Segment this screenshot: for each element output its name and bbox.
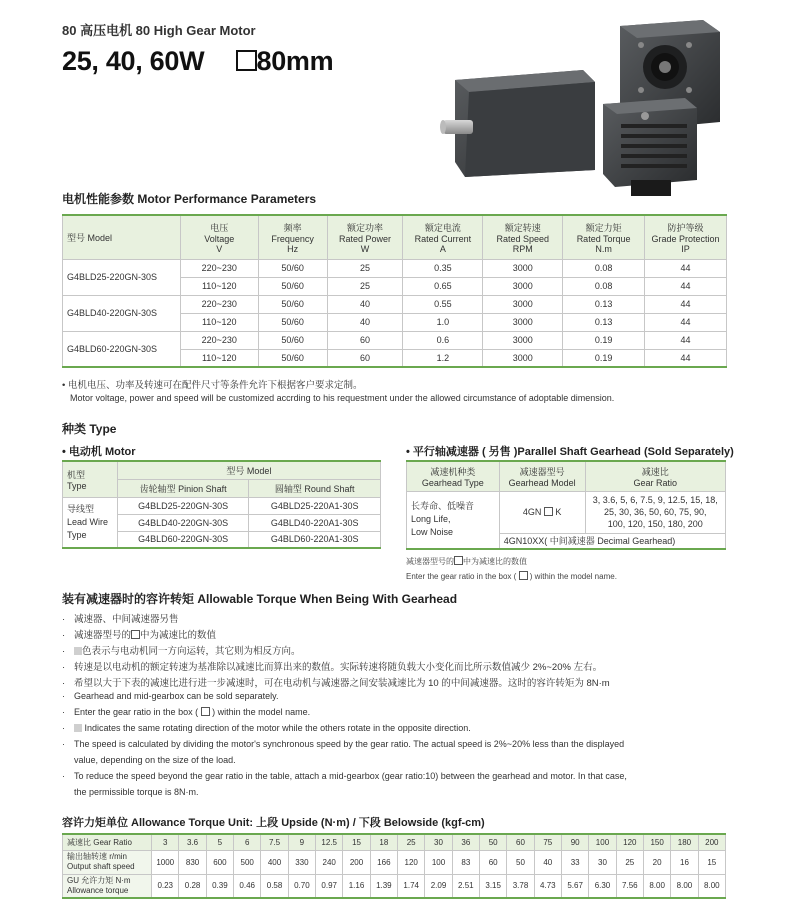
motor-type-en: Type bbox=[67, 480, 87, 491]
value-cell: 0.65 bbox=[403, 277, 483, 295]
performance-table bbox=[62, 214, 727, 368]
gear-note-cn-post: 中为减速比的数值 bbox=[463, 557, 527, 566]
gray-square-icon bbox=[74, 724, 82, 732]
torque-cell: 2.09 bbox=[425, 874, 452, 898]
speed-cell: 25 bbox=[616, 850, 643, 874]
torque-cell: 4.73 bbox=[534, 874, 561, 898]
page-subtitle: 80 高压电机 80 High Gear Motor bbox=[62, 23, 256, 38]
col-protection-unit: IP bbox=[681, 243, 690, 254]
speed-cell: 40 bbox=[534, 850, 561, 874]
torque-cell: 1.74 bbox=[398, 874, 425, 898]
pinion-shaft-header: 齿轮轴型 Pinion Shaft bbox=[117, 479, 249, 497]
value-cell: 0.55 bbox=[403, 295, 483, 313]
gear-motor-photo bbox=[435, 12, 735, 202]
gear-note-en-pre: Enter the gear ratio in the box ( bbox=[406, 572, 517, 581]
torque-bullet: · Gearhead and mid-gearbox can be sold separately. bbox=[62, 691, 279, 701]
motor-type-cn: 机型 bbox=[67, 469, 86, 480]
speed-cell: 100 bbox=[425, 850, 452, 874]
col-voltage bbox=[180, 215, 258, 259]
col-current-en: Rated Current bbox=[414, 233, 472, 244]
value-cell: 1.0 bbox=[403, 313, 483, 331]
ratio-cell: 36 bbox=[452, 834, 479, 850]
bullet-text: 色表示与电动机同一方向运转，其它则为相反方向。 bbox=[82, 646, 301, 657]
bullet-text: Indicates the same rotating direction of the motor while the others rotate in the opposite direction. bbox=[84, 723, 471, 733]
value-cell: 0.13 bbox=[563, 313, 645, 331]
round-model: G4BLD60-220A1-30S bbox=[249, 531, 381, 548]
ratio-cell: 6 bbox=[234, 834, 261, 850]
torque-cell: 0.23 bbox=[152, 874, 179, 898]
bullet-text: 减速器、中间减速器另售 bbox=[74, 614, 179, 625]
speed-cell: 330 bbox=[288, 850, 315, 874]
torque-table-heading: 容许力矩单位 Allowance Torque Unit: 上段 Upside (N·m) / 下段 Belowside (kgf-cm) bbox=[62, 817, 485, 829]
ratio-cell: 100 bbox=[589, 834, 616, 850]
col-power bbox=[327, 215, 403, 259]
value-cell: 3000 bbox=[483, 277, 563, 295]
box-placeholder-icon bbox=[454, 556, 463, 565]
gear-ratio-row bbox=[63, 834, 726, 850]
col-speed-cn: 额定转速 bbox=[504, 222, 541, 233]
gh-model-pre: 4GN bbox=[522, 507, 542, 517]
gearhead-heading: • 平行轴减速器 ( 另售 )Parallel Shaft Gearhead (Sold Separately) bbox=[406, 446, 734, 458]
col-protection-en: Grade Protection bbox=[651, 233, 720, 244]
value-cell: 50/60 bbox=[258, 295, 327, 313]
ratio-cell: 3.6 bbox=[179, 834, 206, 850]
ratio-cell: 75 bbox=[534, 834, 561, 850]
gear-note-en bbox=[406, 571, 617, 581]
torque-cell: 1.16 bbox=[343, 874, 370, 898]
performance-note-en: Motor voltage, power and speed will be customized accrding to his requestment under the allowed circumstance of adoptable dimension. bbox=[70, 393, 615, 403]
performance-header-row bbox=[63, 215, 727, 259]
ratio-line-1: 3, 3.6, 5, 6, 7.5, 9, 12.5, 15, 18, bbox=[592, 495, 718, 505]
torque-cell: 3.78 bbox=[507, 874, 534, 898]
torque-cell: 8.00 bbox=[643, 874, 670, 898]
col-current-cn: 额定电流 bbox=[424, 222, 461, 233]
gh-model-en: Gearhead Model bbox=[508, 477, 576, 488]
motor-type-table bbox=[62, 460, 381, 549]
value-cell: 50/60 bbox=[258, 349, 327, 367]
value-cell: 110~120 bbox=[180, 349, 258, 367]
col-speed-unit: RPM bbox=[512, 243, 533, 254]
value-cell: 3000 bbox=[483, 313, 563, 331]
col-speed bbox=[483, 215, 563, 259]
ratio-cell: 30 bbox=[425, 834, 452, 850]
col-current bbox=[403, 215, 483, 259]
ratio-cell: 150 bbox=[643, 834, 670, 850]
ratio-cell: 3 bbox=[152, 834, 179, 850]
value-cell: 0.08 bbox=[563, 277, 645, 295]
value-cell: 220~230 bbox=[180, 331, 258, 349]
value-cell: 44 bbox=[645, 259, 727, 277]
gray-square-icon bbox=[74, 647, 82, 655]
value-cell: 0.19 bbox=[563, 331, 645, 349]
gh-ratio-cn: 减速比 bbox=[641, 466, 669, 477]
pinion-model: G4BLD25-220GN-30S bbox=[117, 497, 249, 514]
speed-label-1: 输出轴转速 r/min bbox=[67, 852, 127, 861]
gearhead-model-header bbox=[499, 461, 585, 491]
ratio-cell: 9 bbox=[288, 834, 315, 850]
col-torque-cn: 额定力矩 bbox=[585, 222, 622, 233]
col-power-en: Rated Power bbox=[339, 233, 392, 244]
speed-cell: 16 bbox=[671, 850, 698, 874]
bullet-text: 中为减速比的数值 bbox=[140, 630, 217, 641]
col-power-unit: W bbox=[360, 243, 370, 254]
value-cell: 25 bbox=[327, 277, 403, 295]
torque-cell: 7.56 bbox=[616, 874, 643, 898]
col-voltage-unit: V bbox=[216, 243, 223, 254]
value-cell: 44 bbox=[645, 349, 727, 367]
gear-ratio-label: 减速比 Gear Ratio bbox=[63, 834, 152, 850]
value-cell: 44 bbox=[645, 331, 727, 349]
ratio-cell: 90 bbox=[561, 834, 588, 850]
col-protection bbox=[645, 215, 727, 259]
gh-model-cn: 减速器型号 bbox=[519, 466, 565, 477]
gear-ratio-list bbox=[585, 491, 725, 533]
output-speed-row bbox=[63, 850, 726, 874]
torque-cell: 3.15 bbox=[480, 874, 507, 898]
ratio-cell: 18 bbox=[370, 834, 397, 850]
col-torque bbox=[563, 215, 645, 259]
torque-bullet: · Enter the gear ratio in the box ( ) within the model name. bbox=[62, 707, 311, 717]
title-wattage: 25, 40, 60W bbox=[62, 46, 205, 76]
torque-cell: 0.28 bbox=[179, 874, 206, 898]
lead-cn: 导线型 bbox=[67, 503, 95, 514]
torque-cell: 6.30 bbox=[589, 874, 616, 898]
value-cell: 0.6 bbox=[403, 331, 483, 349]
lead-en2: Type bbox=[67, 529, 87, 540]
torque-bullet: · 色表示与电动机同一方向运转，其它则为相反方向。 bbox=[62, 646, 301, 657]
value-cell: 3000 bbox=[483, 331, 563, 349]
torque-bullet: · 减速器型号的 中为减速比的数值 bbox=[62, 630, 217, 641]
speed-cell: 30 bbox=[589, 850, 616, 874]
value-cell: 220~230 bbox=[180, 259, 258, 277]
col-protection-cn: 防护等级 bbox=[667, 222, 704, 233]
round-model: G4BLD40-220A1-30S bbox=[249, 514, 381, 531]
torque-cell: 0.97 bbox=[316, 874, 343, 898]
col-power-cn: 额定功率 bbox=[347, 222, 384, 233]
model-cell: G4BLD40-220GN-30S bbox=[63, 295, 181, 331]
col-frequency-cn: 频率 bbox=[283, 222, 302, 233]
torque-bullet: · Indicates the same rotating direction of the motor while the others rotate in the opposite direction. bbox=[62, 723, 471, 733]
value-cell: 40 bbox=[327, 313, 403, 331]
speed-cell: 15 bbox=[698, 850, 725, 874]
bullet-text: ) within the model name. bbox=[212, 707, 311, 717]
gearhead-type-table bbox=[406, 460, 726, 550]
model-cell: G4BLD60-220GN-30S bbox=[63, 331, 181, 367]
bullet-text: 转速是以电动机的额定转速为基准除以减速比而算出来的数值。实际转速将随负载大小变化而比所示数值减少 2%~20% 左右。 bbox=[74, 662, 603, 673]
ratio-cell: 7.5 bbox=[261, 834, 288, 850]
round-shaft-header: 圆轴型 Round Shaft bbox=[249, 479, 381, 497]
speed-cell: 1000 bbox=[152, 850, 179, 874]
page-title bbox=[62, 46, 333, 77]
gear-note-cn bbox=[406, 556, 527, 567]
torque-bullet: · 转速是以电动机的额定转速为基准除以减速比而算出来的数值。实际转速将随负载大小变化而比所示数值减少 2%~20% 左右。 bbox=[62, 662, 603, 673]
round-model: G4BLD25-220A1-30S bbox=[249, 497, 381, 514]
value-cell: 3000 bbox=[483, 349, 563, 367]
allowable-torque-table bbox=[62, 833, 726, 899]
gear-note-cn-pre: 减速器型号的 bbox=[406, 557, 454, 566]
lead-wire-type bbox=[63, 497, 118, 548]
col-current-unit: A bbox=[439, 243, 446, 254]
performance-row bbox=[63, 331, 727, 349]
speed-cell: 120 bbox=[398, 850, 425, 874]
bullet-text: 减速器型号的 bbox=[74, 630, 132, 641]
torque-bullet: · The speed is calculated by dividing the motor's synchronous speed by the gear ratio. The actual speed is 2%~20% less than the displayed bbox=[62, 739, 625, 749]
gh-ratio-en: Gear Ratio bbox=[633, 477, 678, 488]
bullet-continuation: value, depending on the size of the load. bbox=[74, 755, 236, 765]
value-cell: 3000 bbox=[483, 295, 563, 313]
gear-note-en-post: ) within the model name. bbox=[529, 572, 617, 581]
torque-cell: 8.00 bbox=[671, 874, 698, 898]
value-cell: 110~120 bbox=[180, 277, 258, 295]
value-cell: 44 bbox=[645, 313, 727, 331]
value-cell: 0.19 bbox=[563, 349, 645, 367]
value-cell: 50/60 bbox=[258, 313, 327, 331]
bullet-text: The speed is calculated by dividing the motor's synchronous speed by the gear ratio. The actual speed is 2%~20% less than the displayed bbox=[74, 739, 625, 749]
speed-cell: 240 bbox=[316, 850, 343, 874]
torque-cell: 0.58 bbox=[261, 874, 288, 898]
bullet-continuation: the permissible torque is 8N·m. bbox=[74, 787, 199, 797]
performance-heading: 电机性能参数 Motor Performance Parameters bbox=[62, 192, 317, 206]
performance-row bbox=[63, 295, 727, 313]
output-speed-label bbox=[63, 850, 152, 874]
col-frequency-unit: Hz bbox=[287, 243, 299, 254]
ratio-cell: 60 bbox=[507, 834, 534, 850]
allowance-torque-row bbox=[63, 874, 726, 898]
speed-cell: 400 bbox=[261, 850, 288, 874]
ratio-cell: 5 bbox=[206, 834, 233, 850]
torque-bullet: · 减速器、中间减速器另售 bbox=[62, 614, 179, 625]
ratio-cell: 15 bbox=[343, 834, 370, 850]
value-cell: 44 bbox=[645, 277, 727, 295]
speed-label-2: Output shaft speed bbox=[67, 862, 135, 871]
value-cell: 50/60 bbox=[258, 277, 327, 295]
gh-type-en: Gearhead Type bbox=[421, 477, 484, 488]
torque-label-2: Allowance torque bbox=[67, 885, 129, 895]
col-voltage-cn: 电压 bbox=[210, 222, 229, 233]
speed-cell: 200 bbox=[343, 850, 370, 874]
torque-cell: 0.46 bbox=[234, 874, 261, 898]
ratio-cell: 180 bbox=[671, 834, 698, 850]
value-cell: 60 bbox=[327, 331, 403, 349]
gearhead-model-cell bbox=[499, 491, 585, 533]
torque-label-1: GU 允许力矩 N·m bbox=[67, 875, 131, 885]
speed-cell: 600 bbox=[206, 850, 233, 874]
allowance-torque-label bbox=[63, 874, 152, 898]
value-cell: 0.08 bbox=[563, 259, 645, 277]
value-cell: 110~120 bbox=[180, 313, 258, 331]
gh-type-cn: 减速机种类 bbox=[430, 466, 476, 477]
value-cell: 50/60 bbox=[258, 331, 327, 349]
torque-cell: 0.39 bbox=[206, 874, 233, 898]
gearhead-type-cell bbox=[407, 491, 500, 549]
speed-cell: 830 bbox=[179, 850, 206, 874]
value-cell: 0.13 bbox=[563, 295, 645, 313]
motor-model-header: 型号 Model bbox=[117, 461, 380, 479]
value-cell: 1.2 bbox=[403, 349, 483, 367]
performance-row bbox=[63, 259, 727, 277]
bullet-text: Enter the gear ratio in the box ( bbox=[74, 707, 199, 717]
value-cell: 50/60 bbox=[258, 259, 327, 277]
gh-model-post: K bbox=[555, 507, 562, 517]
col-frequency-en: Frequency bbox=[271, 233, 314, 244]
torque-cell: 8.00 bbox=[698, 874, 725, 898]
ratio-line-2: 25, 30, 36, 50, 60, 75, 90, bbox=[603, 507, 707, 517]
pinion-model: G4BLD60-220GN-30S bbox=[117, 531, 249, 548]
torque-cell: 0.70 bbox=[288, 874, 315, 898]
gh-life-cn: 长寿命、低噪音 bbox=[411, 501, 475, 512]
pinion-model: G4BLD40-220GN-30S bbox=[117, 514, 249, 531]
title-size: 80mm bbox=[256, 46, 334, 76]
speed-cell: 83 bbox=[452, 850, 479, 874]
value-cell: 44 bbox=[645, 295, 727, 313]
box-placeholder-icon bbox=[544, 507, 553, 516]
bullet-text: To reduce the speed beyond the gear ratio in the table, attach a mid-gearbox (gear ratio:10) between the gearhead and motor. In that case, bbox=[74, 771, 627, 781]
decimal-gearhead-cell: 4GN10XX( 中间减速器 Decimal Gearhead) bbox=[499, 533, 725, 549]
gh-life-en1: Long Life, bbox=[411, 514, 451, 525]
torque-cell: 5.67 bbox=[561, 874, 588, 898]
gearhead-type-header bbox=[407, 461, 500, 491]
col-frequency bbox=[258, 215, 327, 259]
value-cell: 60 bbox=[327, 349, 403, 367]
motor-type-label bbox=[63, 461, 118, 497]
bullet-text: 希望以大于下表的减速比进行进一步减速时，可在电动机与减速器之间安装减速比为 10 的中间减速器。这时的容许转矩为 8N·m bbox=[74, 678, 610, 689]
speed-cell: 33 bbox=[561, 850, 588, 874]
torque-bullet: · 希望以大于下表的减速比进行进一步减速时，可在电动机与减速器之间安装减速比为 10 的中间减速器。这时的容许转矩为 8N·m bbox=[62, 678, 610, 689]
value-cell: 40 bbox=[327, 295, 403, 313]
value-cell: 25 bbox=[327, 259, 403, 277]
box-placeholder-icon bbox=[201, 707, 210, 716]
col-torque-en: Rated Torque bbox=[576, 233, 631, 244]
torque-cell: 2.51 bbox=[452, 874, 479, 898]
gear-ratio-header bbox=[585, 461, 725, 491]
torque-bullet: · To reduce the speed beyond the gear ratio in the table, attach a mid-gearbox (gear ratio:10) between the gearhead and motor. In that case, bbox=[62, 771, 627, 781]
col-torque-unit: N.m bbox=[595, 243, 612, 254]
value-cell: 220~230 bbox=[180, 295, 258, 313]
box-placeholder-icon bbox=[131, 630, 140, 639]
speed-cell: 500 bbox=[234, 850, 261, 874]
torque-heading: 装有减速器时的容许转矩 Allowable Torque When Being With Gearhead bbox=[62, 592, 458, 606]
model-cell: G4BLD25-220GN-30S bbox=[63, 259, 181, 295]
type-heading: 种类 Type bbox=[62, 422, 117, 436]
ratio-cell: 25 bbox=[398, 834, 425, 850]
col-model: 型号 Model bbox=[63, 215, 181, 259]
torque-cell: 1.39 bbox=[370, 874, 397, 898]
gh-life-en2: Low Noise bbox=[411, 527, 454, 538]
box-placeholder-icon bbox=[519, 571, 528, 580]
speed-cell: 60 bbox=[480, 850, 507, 874]
ratio-cell: 120 bbox=[616, 834, 643, 850]
ratio-line-3: 100, 120, 150, 180, 200 bbox=[607, 519, 703, 529]
bullet-text: Gearhead and mid-gearbox can be sold separately. bbox=[74, 691, 279, 701]
square-frame-icon bbox=[236, 50, 257, 71]
value-cell: 3000 bbox=[483, 259, 563, 277]
speed-cell: 20 bbox=[643, 850, 670, 874]
ratio-cell: 200 bbox=[698, 834, 725, 850]
ratio-cell: 12.5 bbox=[316, 834, 343, 850]
ratio-cell: 50 bbox=[480, 834, 507, 850]
performance-body bbox=[63, 259, 727, 367]
lead-en1: Lead Wire bbox=[67, 516, 109, 527]
col-speed-en: Rated Speed bbox=[496, 233, 550, 244]
motor-heading: • 电动机 Motor bbox=[62, 446, 136, 458]
performance-note-cn: • 电机电压、功率及转速可在配件尺寸等条件允许下根据客户要求定制。 bbox=[62, 380, 363, 391]
col-voltage-en: Voltage bbox=[204, 233, 235, 244]
value-cell: 0.35 bbox=[403, 259, 483, 277]
speed-cell: 50 bbox=[507, 850, 534, 874]
speed-cell: 166 bbox=[370, 850, 397, 874]
